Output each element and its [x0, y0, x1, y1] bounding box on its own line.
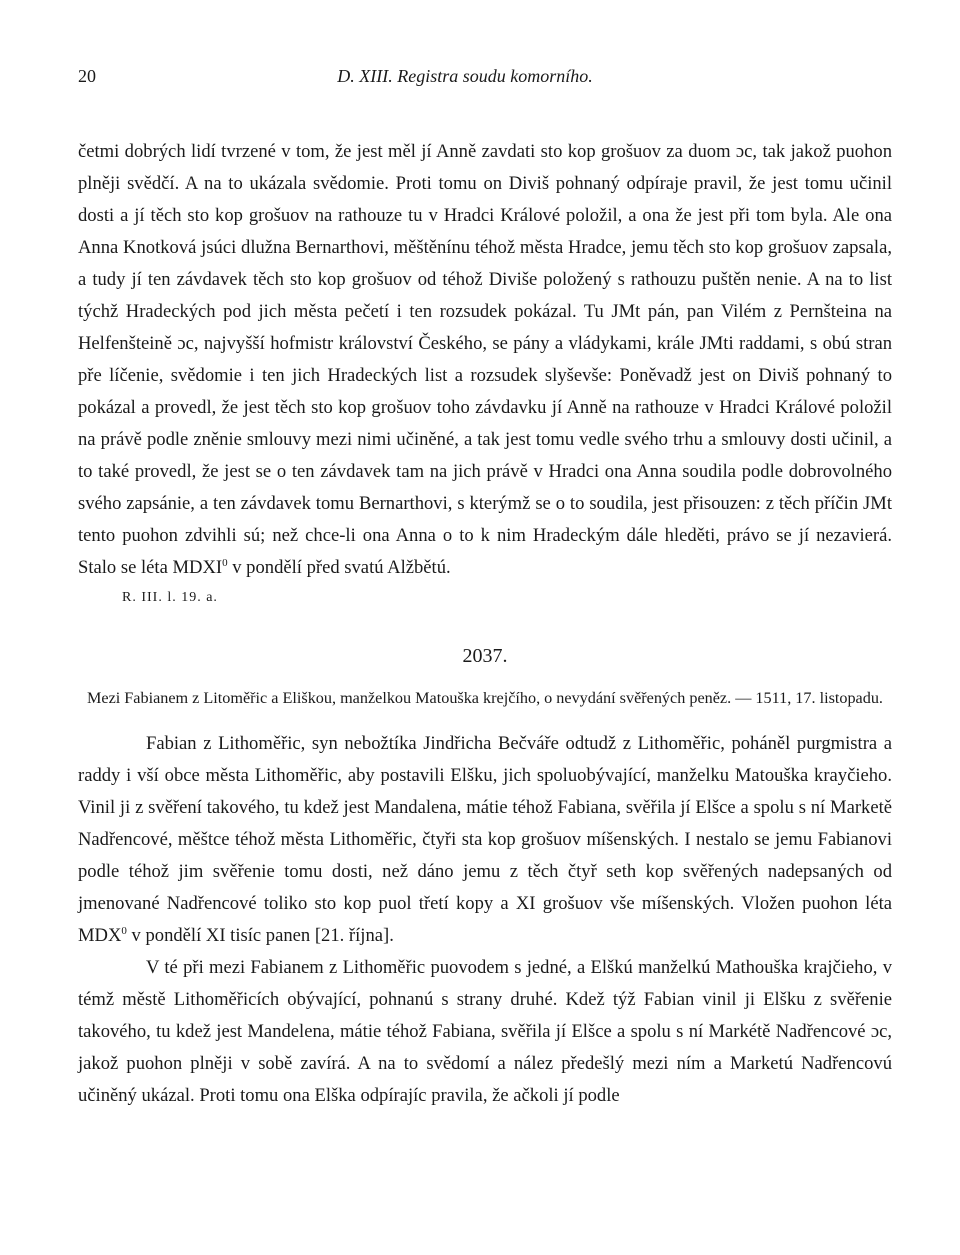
- superscript: 0: [222, 556, 228, 569]
- paragraph: [78, 952, 892, 1112]
- entry-number: 2037.: [462, 645, 508, 667]
- paragraph-text: V té při mezi Fabianem z Lithoměřic puovodem s jedné, a Elškú manželkú Mathouška krajčieho, v témž městě Lithoměřicích obývající, pohnanú s strany druhé. Kdež týž Fabian vinil ji Elšku z svěřenie takového, tu kdež jest Mandelena, mátie téhož Fabiana, svěřila jí Elšce a spolu s ní Markétě Nadřencové ɔc, jakož puohon plněji v sobě zavírá. A na to svědomí a nález předešlý mezi ním a Marketú Nadřencovú učiněný ukázal. Proti tomu ona Elška odpírajíc pravila, že ačkoli jí podle: [78, 957, 892, 1106]
- running-title: D. XIII. Registra soudu komorního.: [337, 66, 593, 86]
- paragraph-text-end: v pondělí XI tisíc panen [21. října].: [126, 925, 394, 946]
- page-number: 20: [78, 66, 96, 86]
- running-header: [78, 66, 892, 96]
- paragraph: [78, 728, 892, 952]
- paragraph-text: Fabian z Lithoměřic, syn nebožtíka Jindřicha Bečváře odtudž z Lithoměřic, poháněl purgmistra a raddy i vší obce města Lithoměřic, aby postavili Elšku, jich spoluobývající, manželku Matouška krayčieho. Vinil ji z svěření takového, tu kdež jest Mandalena, mátie téhož Fabiana, svěřila jí Elšce a spolu s ní Marketě Nadřencové, měštce téhož města Lithoměřic, čtyři sta kop grošuov míšenských. I nestalo se jemu Fabianovi podle téhož jim svěřenie tomu dosti, než dáno jemu z těch čtyř seth kop svěřených nadepsaných od jmenované Nadřencové toliko sto kop puol třetí kopy a XI grošuov vše míšenských. Vložen puohon léta MDX: [78, 733, 892, 946]
- entry-heading: Mezi Fabianem z Litoměřic a Eliškou, manželkou Matouška krejčího, o nevydání svěřených peněz. — 1511, 17. listopadu.: [87, 689, 883, 707]
- paragraph-text-end: v pondělí před svatú Alžbětú.: [227, 557, 451, 578]
- superscript: 0: [121, 924, 127, 937]
- document-page: [78, 66, 892, 1112]
- archive-signature: R. III. l. 19. a.: [122, 590, 218, 605]
- paragraph-text: četmi dobrých lidí tvrzené v tom, že jest měl jí Anně zavdati sto kop grošuov za duom ɔc, tak jakož puohon plněji svědčí. A na to ukázala svědomie. Proti tomu on Diviš pohnaný odpíraje pravil, že jest tomu učinil dosti a jí těch sto kop grošuov na rathouze tu v Hradci Králové položil, a ona že jest při tom byla. Ale ona Anna Knotková jsúci dlužna Bernarthovi, měštěnínu téhož města Hradce, jemu těch sto kop grošuov zapsala, a tudy jí ten závdavek těch sto kop grošuov od téhož Diviše položený s rathouzu puštěn nenie. A na to list týchž Hradeckých pod jich města pečetí i ten rozsudek pokázal. Tu JMt pán, pan Vilém z Pernšteina na Helfenšteině ɔc, najvyšší hofmistr království Českého, se pány a vládykami, krále JMti raddami, s obú stran pře líčenie, svědomie i ten jich Hradeckých list a rozsudek slyševše: Poněvadž jest on Diviš pohnaný to pokázal a provedl, že jest těch sto kop grošuov toho závdavku jí Anně na rathouze v Hradci Králové položil na právě podle zněnie smlouvy mezi nimi učiněné, a tak jest tomu vedle svého trhu a smlouvy dosti učinil, a to také provedl, že jest se o ten závdavek tam na jich právě v Hradci ona Anna soudila podle dobrovolného svého zapsánie, a ten závdavek tomu Bernarthovi, s kterýmž se o to soudila, jest přisouzen: z těch příčin JMt tento puohon zdvihli sú; než chce-li ona Anna o to k nim Hradeckým dále hleděti, právo se jí nezavierá. Stalo se léta MDXI: [78, 141, 892, 578]
- paragraph-continued: [78, 136, 892, 584]
